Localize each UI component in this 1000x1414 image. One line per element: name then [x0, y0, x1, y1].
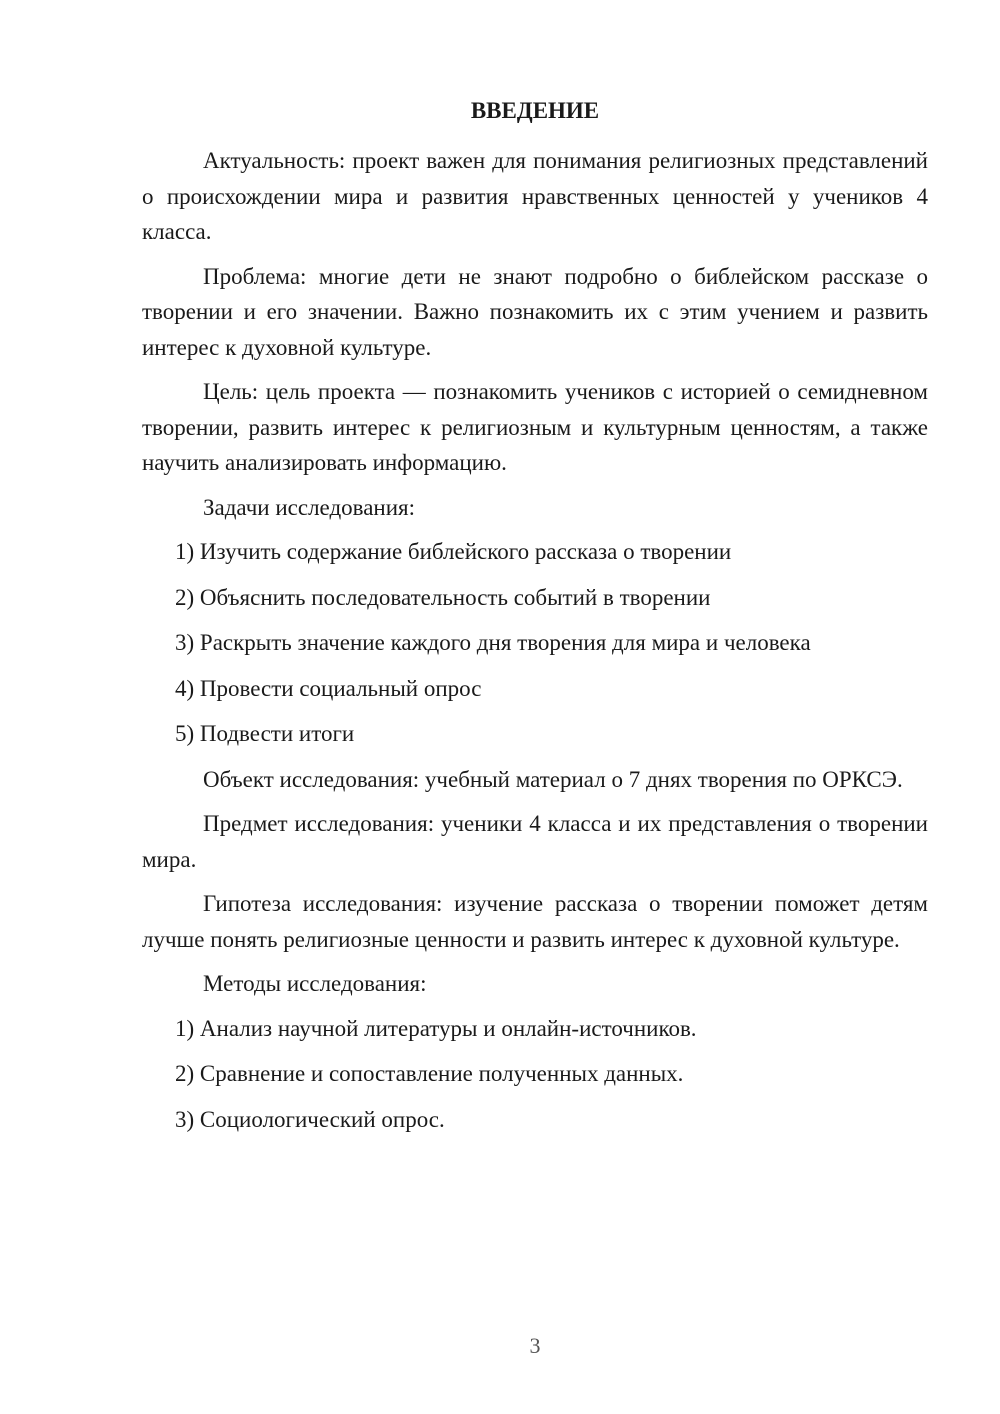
task-item: 2) Объяснить последовательность событий в творении	[175, 584, 711, 610]
task-item: 5) Подвести итоги	[175, 721, 355, 746]
document-page	[142, 0, 928, 1414]
paragraph-relevance: Актуальность: проект важен для понимания религиозных представлений о происхождении мира и развития нравственных ценностей у учеников 4 класса.	[142, 148, 928, 244]
tasks-heading: Задачи исследования:	[203, 494, 416, 520]
task-item: 1) Изучить содержание библейского рассказа о творении	[175, 539, 732, 564]
task-item: 4) Провести социальный опрос	[175, 675, 482, 701]
task-item: 3) Раскрыть значение каждого дня творения для мира и человека	[175, 630, 811, 655]
method-item: 2) Сравнение и сопоставление полученных данных.	[175, 1061, 684, 1086]
paragraph-hypothesis: Гипотеза исследования: изучение рассказа о творении поможет детям лучше понять религиозные ценности и развить интерес к духовной культуре.	[142, 891, 928, 952]
document-body	[142, 143, 928, 1147]
section-title: ВВЕДЕНИЕ	[470, 98, 600, 123]
method-item: 1) Анализ научной литературы и онлайн-источников.	[175, 1015, 697, 1041]
methods-heading: Методы исследования:	[203, 971, 427, 996]
paragraph-goal: Цель: цель проекта — познакомить учеников с историей о семидневном творении, развить интерес к религиозным и культурным ценностям, а также научить анализировать информацию.	[142, 379, 928, 475]
method-item: 3) Социологический опрос.	[175, 1106, 445, 1132]
paragraph-subject: Предмет исследования: ученики 4 класса и их представления о творении мира.	[142, 811, 928, 872]
paragraph-object: Объект исследования: учебный материал о 7 днях творения по ОРКСЭ.	[203, 766, 903, 792]
paragraph-problem: Проблема: многие дети не знают подробно о библейском рассказе о творении и его значении. Важно познакомить их с этим учением и развить интерес к духовной культуре.	[142, 263, 928, 360]
page-number: 3	[529, 1333, 541, 1358]
